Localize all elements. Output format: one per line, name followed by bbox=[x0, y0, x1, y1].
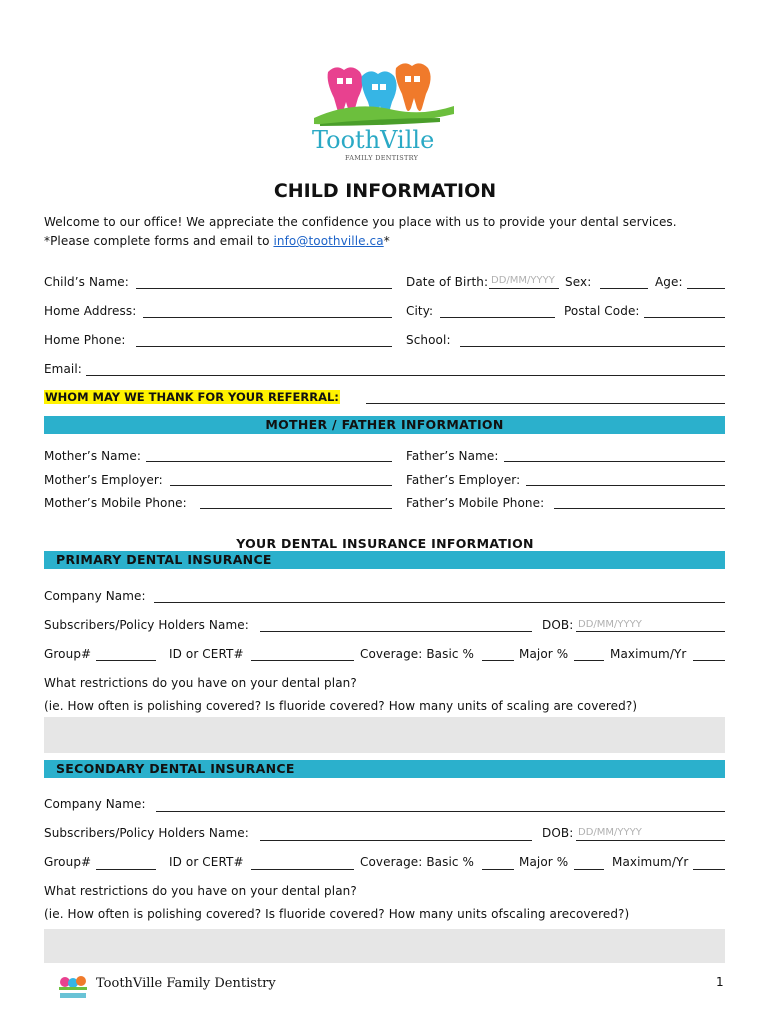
secondary-insurance-title: SECONDARY DENTAL INSURANCE bbox=[56, 761, 295, 776]
father-mobile-label: Father’s Mobile Phone: bbox=[406, 496, 545, 510]
school-field[interactable] bbox=[460, 346, 725, 347]
school-label: School: bbox=[406, 333, 451, 347]
secondary-dob-label: DOB: bbox=[542, 826, 574, 840]
father-name-label: Father’s Name: bbox=[406, 449, 499, 463]
secondary-group-label: Group# bbox=[44, 855, 92, 869]
primary-id-label: ID or CERT# bbox=[169, 647, 244, 661]
logo-tagline: FAMILY DENTISTRY bbox=[345, 154, 419, 162]
footer-brand: ToothVille Family Dentistry bbox=[96, 976, 276, 991]
secondary-id-label: ID or CERT# bbox=[169, 855, 244, 869]
sex-label: Sex: bbox=[565, 275, 592, 289]
primary-coverage-field[interactable] bbox=[482, 660, 514, 661]
referral-label: WHOM MAY WE THANK FOR YOUR REFERRAL: bbox=[45, 390, 339, 404]
logo-name: ToothVille bbox=[312, 126, 435, 154]
dob-label: Date of Birth: bbox=[406, 275, 489, 289]
secondary-major-label: Major % bbox=[519, 855, 569, 869]
primary-group-label: Group# bbox=[44, 647, 92, 661]
secondary-company-label: Company Name: bbox=[44, 797, 146, 811]
primary-subscriber-label: Subscribers/Policy Holders Name: bbox=[44, 618, 249, 632]
mother-employer-label: Mother’s Employer: bbox=[44, 473, 163, 487]
father-name-field[interactable] bbox=[504, 461, 725, 462]
page-title: CHILD INFORMATION bbox=[273, 180, 497, 202]
secondary-coverage-field[interactable] bbox=[482, 869, 514, 870]
logo-teeth-icon bbox=[300, 58, 470, 128]
mother-mobile-field[interactable] bbox=[200, 508, 392, 509]
postal-code-label: Postal Code: bbox=[564, 304, 640, 318]
secondary-restrictions-question: What restrictions do you have on your dental plan? bbox=[44, 884, 357, 898]
email-label: Email: bbox=[44, 362, 82, 376]
home-phone-field[interactable] bbox=[136, 346, 392, 347]
city-label: City: bbox=[406, 304, 434, 318]
child-name-label: Child’s Name: bbox=[44, 275, 129, 289]
secondary-coverage-label: Coverage: Basic % bbox=[360, 855, 475, 869]
age-field[interactable] bbox=[687, 288, 725, 289]
secondary-restrictions-input[interactable] bbox=[44, 929, 725, 963]
postal-code-field[interactable] bbox=[644, 317, 725, 318]
intro-suffix: * bbox=[383, 234, 390, 248]
primary-dob-placeholder: DD/MM/YYYY bbox=[578, 619, 642, 630]
primary-group-field[interactable] bbox=[96, 660, 156, 661]
primary-restrictions-hint: (ie. How often is polishing covered? Is fluoride covered? How many units of scaling are covered?) bbox=[44, 699, 638, 713]
parents-section-title: MOTHER / FATHER INFORMATION bbox=[265, 417, 504, 432]
sex-field[interactable] bbox=[600, 288, 648, 289]
primary-insurance-bar bbox=[44, 551, 725, 569]
home-address-label: Home Address: bbox=[44, 304, 137, 318]
footer-logo-icon bbox=[56, 974, 90, 1002]
mother-name-field[interactable] bbox=[146, 461, 392, 462]
email-field[interactable] bbox=[86, 375, 725, 376]
secondary-maximum-label: Maximum/Yr bbox=[612, 855, 689, 869]
intro-instructions bbox=[44, 234, 390, 248]
secondary-maximum-field[interactable] bbox=[693, 869, 725, 870]
father-employer-label: Father’s Employer: bbox=[406, 473, 521, 487]
mother-employer-field[interactable] bbox=[170, 485, 392, 486]
primary-coverage-label: Coverage: Basic % bbox=[360, 647, 475, 661]
intro-welcome: Welcome to our office! We appreciate the confidence you place with us to provide your dental services. bbox=[44, 215, 677, 229]
secondary-subscriber-label: Subscribers/Policy Holders Name: bbox=[44, 826, 249, 840]
father-mobile-field[interactable] bbox=[554, 508, 725, 509]
primary-restrictions-input[interactable] bbox=[44, 717, 725, 753]
home-address-field[interactable] bbox=[143, 317, 392, 318]
mother-mobile-label: Mother’s Mobile Phone: bbox=[44, 496, 187, 510]
secondary-restrictions-hint: (ie. How often is polishing covered? Is fluoride covered? How many units ofscaling arecovered?) bbox=[44, 907, 630, 921]
mother-name-label: Mother’s Name: bbox=[44, 449, 142, 463]
secondary-major-field[interactable] bbox=[574, 869, 604, 870]
primary-subscriber-field[interactable] bbox=[260, 631, 532, 632]
primary-major-label: Major % bbox=[519, 647, 569, 661]
home-phone-label: Home Phone: bbox=[44, 333, 126, 347]
dob-placeholder: DD/MM/YYYY bbox=[491, 275, 555, 286]
email-link[interactable]: info@toothville.ca bbox=[273, 234, 384, 248]
page-number: 1 bbox=[716, 975, 724, 989]
primary-id-field[interactable] bbox=[251, 660, 354, 661]
insurance-heading: YOUR DENTAL INSURANCE INFORMATION bbox=[236, 536, 534, 551]
father-employer-field[interactable] bbox=[526, 485, 725, 486]
primary-insurance-title: PRIMARY DENTAL INSURANCE bbox=[56, 552, 272, 567]
logo bbox=[300, 58, 470, 166]
intro-prefix: *Please complete forms and email to bbox=[44, 234, 274, 248]
secondary-subscriber-field[interactable] bbox=[260, 840, 532, 841]
primary-company-field[interactable] bbox=[154, 602, 725, 603]
age-label: Age: bbox=[655, 275, 683, 289]
child-name-field[interactable] bbox=[136, 288, 392, 289]
city-field[interactable] bbox=[440, 317, 555, 318]
primary-company-label: Company Name: bbox=[44, 589, 146, 603]
primary-dob-label: DOB: bbox=[542, 618, 574, 632]
primary-maximum-label: Maximum/Yr bbox=[610, 647, 687, 661]
primary-major-field[interactable] bbox=[574, 660, 604, 661]
secondary-company-field[interactable] bbox=[156, 811, 725, 812]
secondary-insurance-bar bbox=[44, 760, 725, 778]
dob-field[interactable] bbox=[489, 288, 559, 289]
secondary-id-field[interactable] bbox=[251, 869, 354, 870]
secondary-group-field[interactable] bbox=[96, 869, 156, 870]
primary-dob-field[interactable] bbox=[576, 631, 725, 632]
primary-maximum-field[interactable] bbox=[693, 660, 725, 661]
primary-restrictions-question: What restrictions do you have on your dental plan? bbox=[44, 676, 357, 690]
secondary-dob-field[interactable] bbox=[576, 840, 725, 841]
referral-field[interactable] bbox=[366, 403, 725, 404]
secondary-dob-placeholder: DD/MM/YYYY bbox=[578, 827, 642, 838]
parents-section-bar bbox=[44, 416, 725, 434]
